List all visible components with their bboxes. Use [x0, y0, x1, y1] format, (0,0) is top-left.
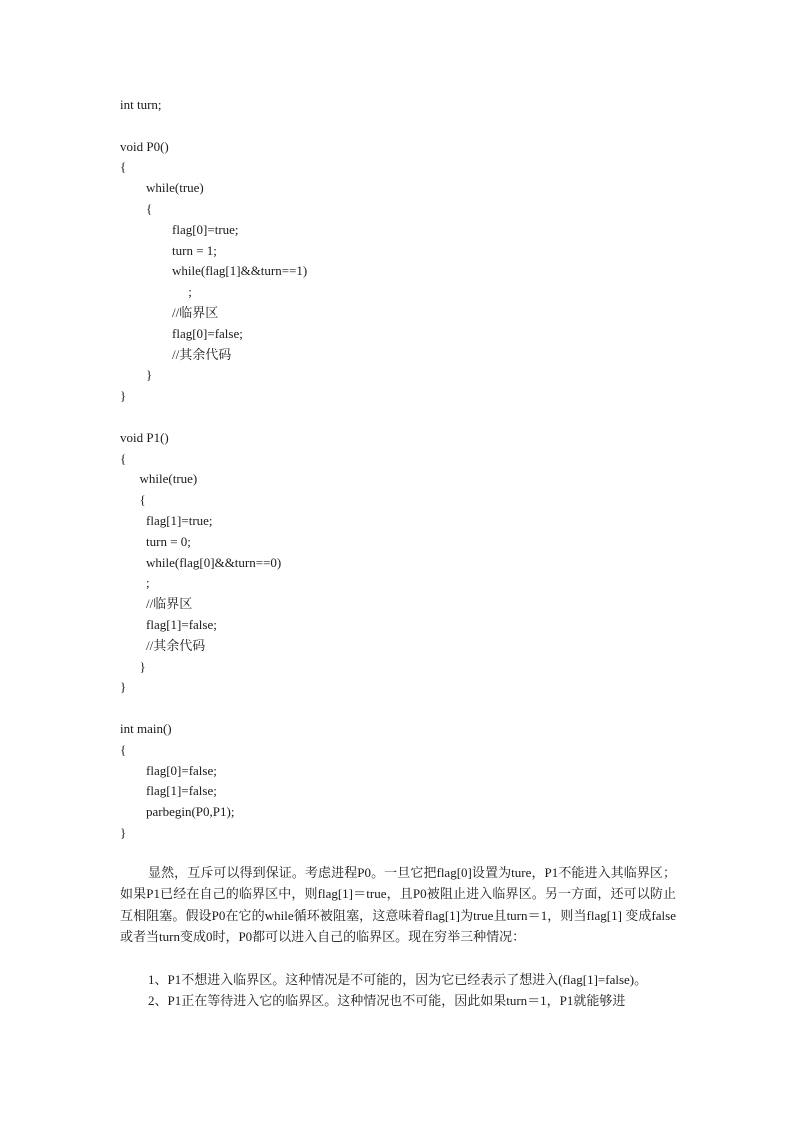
code-line: //其余代码: [120, 637, 206, 653]
code-line: while(true): [120, 180, 204, 196]
code-line: while(flag[0]&&turn==0): [120, 554, 282, 570]
code-line: }: [120, 388, 127, 404]
code-line: {: [120, 741, 127, 757]
code-line: //临界区: [120, 596, 193, 612]
code-line: }: [120, 658, 146, 674]
code-line: [120, 407, 720, 428]
code-line: }: [120, 679, 127, 695]
code-line: flag[0]=false;: [120, 762, 217, 778]
code-line: flag[1]=false;: [120, 783, 217, 799]
code-listing: [120, 95, 720, 844]
code-line: flag[1]=true;: [120, 512, 213, 528]
code-line: //临界区: [120, 304, 219, 320]
code-line: {: [120, 159, 127, 175]
code-line: while(true): [120, 471, 198, 487]
code-line: [120, 116, 720, 137]
code-line: turn = 1;: [120, 242, 217, 258]
code-line: }: [120, 824, 127, 840]
code-line: void P1(): [120, 429, 169, 445]
code-line: int turn;: [120, 97, 162, 112]
code-line: ;: [120, 575, 150, 591]
code-line: parbegin(P0,P1);: [120, 804, 235, 820]
case-item-2: 2、P1正在等待进入它的临界区。这种情况也不可能，因此如果turn＝1，P1就能够进: [148, 993, 626, 1008]
code-line: while(flag[1]&&turn==1): [120, 263, 308, 279]
code-line: ;: [120, 284, 192, 300]
code-line: //其余代码: [120, 346, 232, 362]
code-line: flag[0]=false;: [120, 325, 243, 341]
case-item-1: 1、P1不想进入临界区。这种情况是不可能的，因为它已经表示了想进入(flag[1]=false)。: [148, 972, 648, 987]
code-line: {: [120, 200, 153, 216]
code-line: void P0(): [120, 138, 169, 154]
code-line: {: [120, 492, 146, 508]
explanation-paragraph: 显然，互斥可以得到保证。考虑进程P0。一旦它把flag[0]设置为ture，P1不能进入其临界区；如果P1已经在自己的临界区中，则flag[1]＝true，且P0被阻止进入临界区。另一方面，还可以防止互相阻塞。假设P0在它的while循环被阻塞，这意味着flag[1]为true且turn＝1，则当flag[1] 变成false或者当turn变成0时，P0都可以进入自己的临界区。现在穷举三种情况：: [120, 865, 676, 944]
code-line: {: [120, 450, 127, 466]
code-line: flag[1]=false;: [120, 616, 217, 632]
code-line: turn = 0;: [120, 533, 191, 549]
code-line: flag[0]=true;: [120, 221, 239, 237]
code-line: [120, 698, 720, 719]
code-line: int main(): [120, 720, 172, 736]
code-line: }: [120, 367, 153, 383]
